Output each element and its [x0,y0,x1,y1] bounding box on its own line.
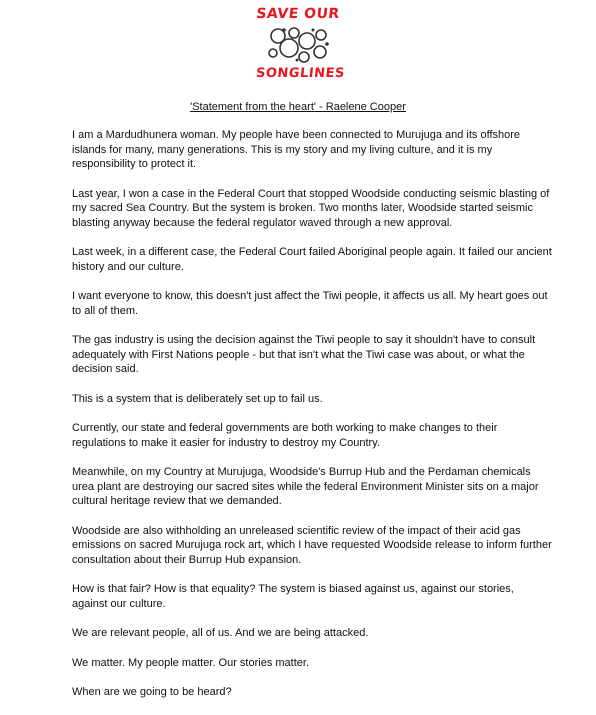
logo-text-top: SAVE OUR [255,6,341,22]
paragraph: Last year, I won a case in the Federal Court that stopped Woodside conducting seismic blasting of my sacred Sea Country. But the system is broken. Two months later, Woodside started seismic blasting anyway because the federal regulator waved through a new approval. [72,187,550,229]
paragraph: We matter. My people matter. Our stories matter. [72,656,309,669]
paragraph: I want everyone to know, this doesn't just affect the Tiwi people, it affects us all. My heart goes out to all of them. [72,290,548,317]
circles-logo-icon [264,24,332,64]
paragraph: The gas industry is using the decision against the Tiwi people to say it shouldn't have to consult adequately with First Nations people - but that isn't what the Tiwi case was about, or what the decision said. [72,334,536,376]
paragraph: We are relevant people, all of us. And we are being attacked. [72,627,369,640]
paragraph: Currently, our state and federal governments are both working to make changes to their regulations to make it easier for industry to destroy my Country. [72,422,498,449]
save-our-songlines-logo [255,6,346,84]
statement-body [72,128,552,714]
paragraph: This is a system that is deliberately set up to fail us. [72,392,323,405]
paragraph: When are we going to be heard? [72,686,232,698]
paragraph: Last week, in a different case, the Federal Court failed Aboriginal people again. It failed our ancient history and our culture. [72,246,552,273]
paragraph: Meanwhile, on my Country at Murujuga, Woodside's Burrup Hub and the Perdaman chemicals urea plant are destroying our sacred sites while the federal Environment Minister sits on a major cultural heritage review that we demanded. [72,466,539,508]
paragraph: Woodside are also withholding an unreleased scientific review of the impact of their acid gas emissions on sacred Murujuga rock art, which I have requested Woodside release to inform further consultation about their Burrup Hub expansion. [72,524,552,566]
statement-title: 'Statement from the heart' - Raelene Cooper [190,101,406,113]
paragraph: How is that fair? How is that equality? The system is biased against us, against our stories, against our culture. [72,583,514,610]
paragraph: I am a Mardudhunera woman. My people have been connected to Murujuga and its offshore islands for many, many generations. This is my story and my living culture, and it is my responsibility to protect it. [72,129,521,171]
logo-text-bottom: SONGLINES [255,66,346,81]
